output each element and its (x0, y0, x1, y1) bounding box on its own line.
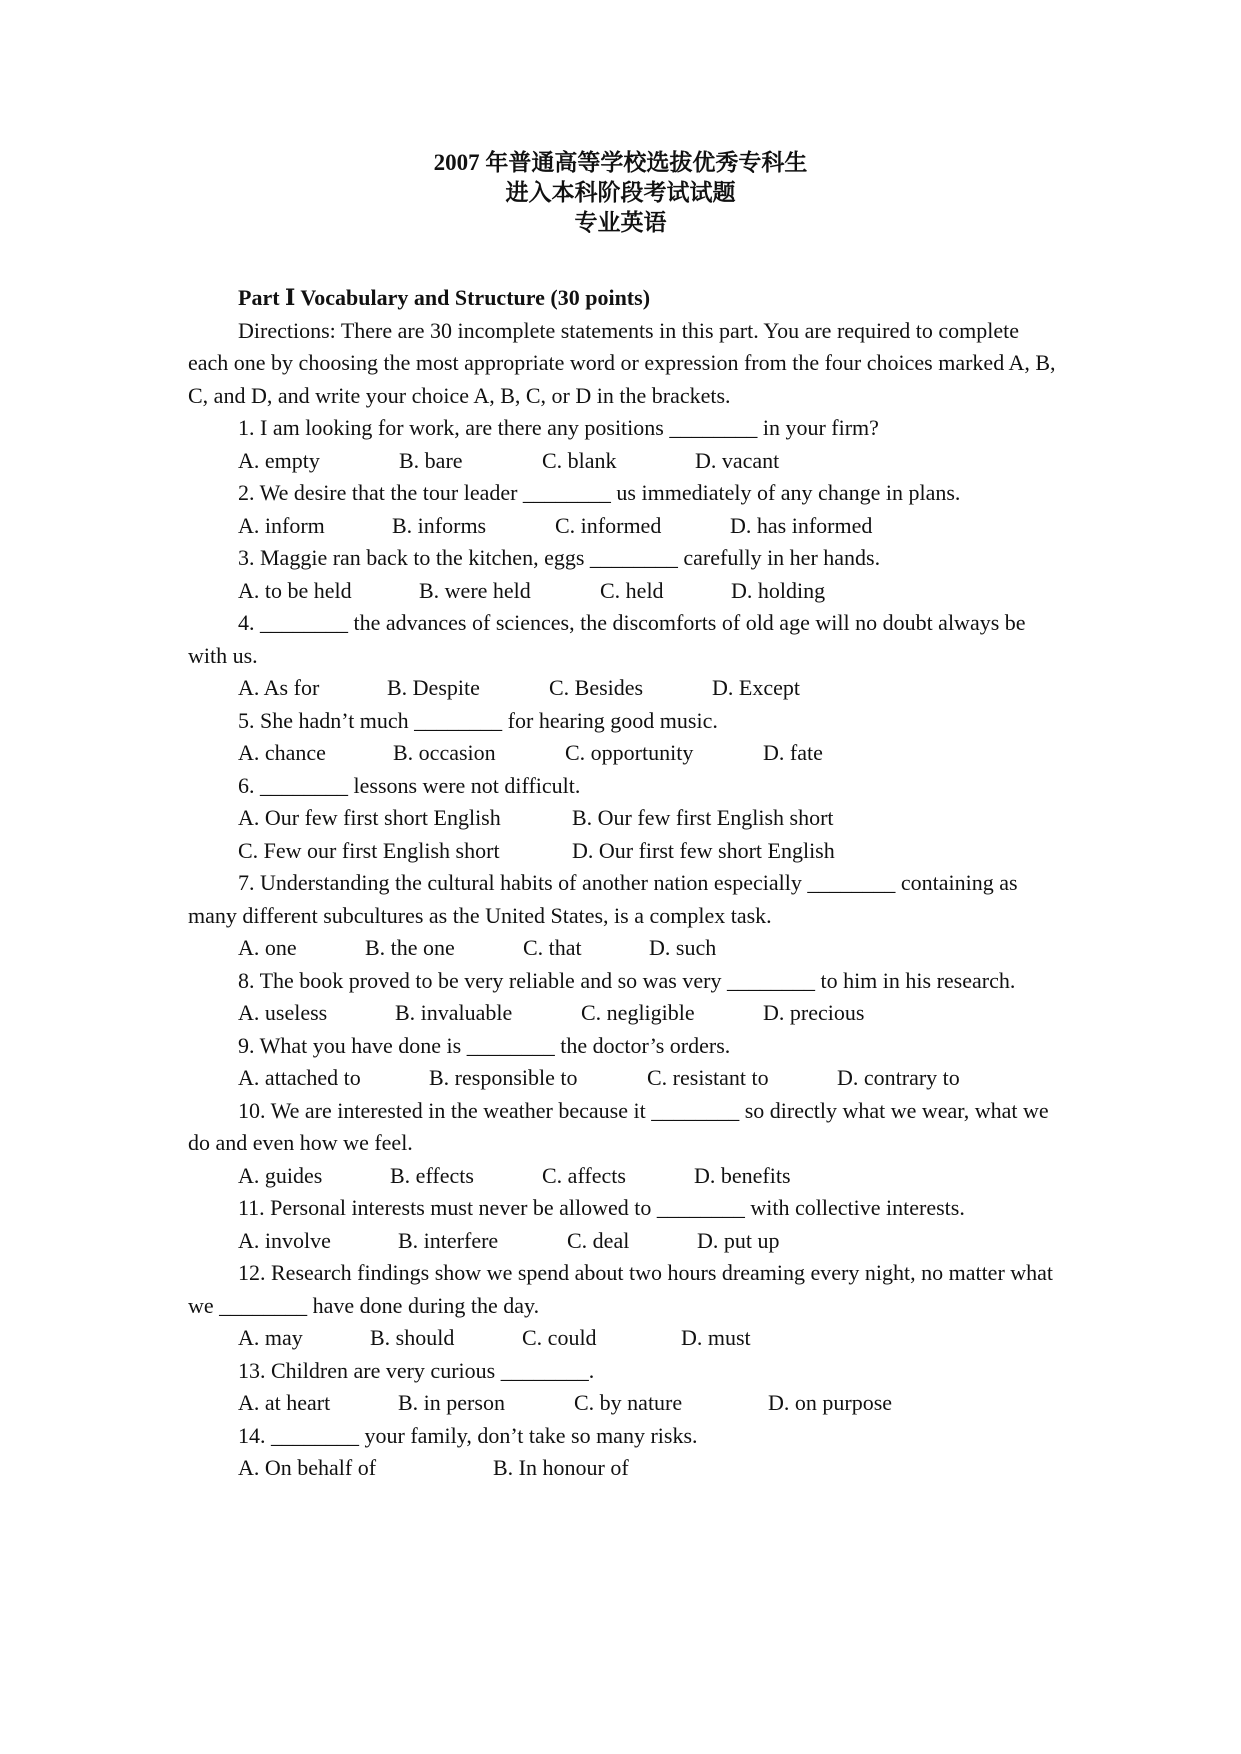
option-row (188, 510, 1058, 543)
option-b: B. should (370, 1325, 455, 1350)
option-a: A. As for (238, 675, 320, 700)
question-stem: 7. Understanding the cultural habits of another nation especially ________ containing as many different subcultures as the United States, is a complex task. (188, 870, 1018, 928)
title-line-1: 2007 年普通高等学校选拔优秀专科生 (433, 150, 808, 175)
option-a: A. Our few first short English (238, 805, 501, 830)
option-row (188, 802, 1058, 835)
option-b: B. effects (390, 1162, 474, 1188)
option-b: B. occasion (393, 740, 496, 765)
option-b: B. Despite (387, 675, 480, 700)
exam-content (188, 282, 1058, 1485)
option-row (188, 445, 1058, 478)
option-a: A. On behalf of (238, 1455, 377, 1480)
option-a: A. chance (238, 740, 326, 765)
option-d: D. Except (712, 675, 800, 700)
option-d: D. such (649, 935, 717, 960)
question-stem: 9. What you have done is ________ the doctor’s orders. (238, 1032, 731, 1058)
option-d: D. vacant (695, 447, 780, 473)
option-row (188, 1225, 1058, 1258)
option-a: A. attached to (238, 1065, 361, 1090)
option-b: B. responsible to (429, 1065, 578, 1090)
option-b: B. informs (392, 512, 487, 538)
option-c: C. blank (542, 447, 617, 473)
question-stem: 12. Research findings show we spend about two hours dreaming every night, no matter what we ________ have done during the day. (188, 1260, 1054, 1318)
option-a: A. guides (238, 1162, 323, 1188)
option-d: D. fate (763, 740, 823, 765)
option-d: D. precious (763, 1000, 865, 1025)
option-d: D. put up (697, 1227, 780, 1253)
option-b: B. were held (419, 577, 531, 603)
option-row (188, 997, 1058, 1030)
question-stem: 3. Maggie ran back to the kitchen, eggs ________ carefully in her hands. (238, 545, 881, 570)
option-b: B. In honour of (493, 1455, 629, 1480)
directions: Directions: There are 30 incomplete statements in this part. You are required to complete each one by choosing the most appropriate word or expression from the four choices marked A, B, C, and D, and write your choice A, B, C, or D in the brackets. (188, 317, 1056, 408)
option-c: C. held (600, 577, 664, 603)
question-stem: 14. ________ your family, don’t take so many risks. (238, 1422, 698, 1448)
option-c: C. Few our first English short (238, 837, 500, 863)
option-d: D. Our first few short English (572, 837, 835, 863)
option-a: A. useless (238, 1000, 328, 1025)
option-c: C. that (523, 935, 582, 960)
question-stem: 6. ________ lessons were not difficult. (238, 772, 581, 798)
option-c: C. negligible (581, 1000, 695, 1025)
option-row (188, 835, 1058, 868)
question-stem: 1. I am looking for work, are there any positions ________ in your firm? (238, 415, 879, 440)
option-a: A. inform (238, 512, 325, 538)
option-a: A. at heart (238, 1390, 331, 1415)
title-line-3: 专业英语 (574, 210, 667, 235)
option-row (188, 575, 1058, 608)
question-stem: 8. The book proved to be very reliable and so was very ________ to him in his research. (238, 967, 1016, 993)
option-d: D. contrary to (837, 1065, 960, 1090)
exam-title (0, 148, 1241, 238)
option-row (188, 1062, 1058, 1095)
option-d: D. must (681, 1325, 751, 1350)
option-row (188, 1160, 1058, 1193)
option-a: A. empty (238, 447, 320, 473)
option-d: D. benefits (694, 1162, 791, 1188)
option-c: C. affects (542, 1162, 626, 1188)
option-c: C. could (522, 1325, 597, 1350)
question-stem: 10. We are interested in the weather because it ________ so directly what we wear, what we do and even how we feel. (188, 1097, 1049, 1155)
option-row (188, 672, 1058, 705)
option-row (188, 737, 1058, 770)
option-c: C. by nature (574, 1390, 683, 1415)
option-row (188, 932, 1058, 965)
question-stem: 4. ________ the advances of sciences, the discomforts of old age will no doubt always be with us. (188, 610, 1026, 668)
option-row (188, 1322, 1058, 1355)
option-c: C. opportunity (565, 740, 694, 765)
option-d: D. on purpose (768, 1390, 893, 1415)
option-b: B. bare (399, 447, 463, 473)
option-c: C. resistant to (647, 1065, 769, 1090)
option-row (188, 1452, 1058, 1485)
option-row (188, 1387, 1058, 1420)
option-a: A. may (238, 1325, 303, 1350)
question-stem: 5. She hadn’t much ________ for hearing good music. (238, 707, 718, 733)
option-c: C. informed (555, 512, 662, 538)
option-a: A. one (238, 935, 297, 960)
option-b: B. the one (365, 935, 455, 960)
option-b: B. Our few first English short (572, 805, 834, 830)
question-stem: 13. Children are very curious ________. (238, 1357, 595, 1383)
part-heading: Part Ⅰ Vocabulary and Structure (30 points) (238, 285, 651, 310)
question-stem: 11. Personal interests must never be allowed to ________ with collective interests. (238, 1195, 965, 1220)
option-a: A. involve (238, 1227, 331, 1253)
option-b: B. invaluable (395, 1000, 513, 1025)
question-stem: 2. We desire that the tour leader ________ us immediately of any change in plans. (238, 480, 961, 505)
option-b: B. in person (398, 1390, 505, 1415)
option-c: C. deal (567, 1227, 630, 1253)
option-d: D. holding (731, 577, 826, 603)
title-line-2: 进入本科阶段考试试题 (505, 180, 736, 205)
option-d: D. has informed (730, 512, 873, 538)
option-c: C. Besides (549, 675, 644, 700)
option-b: B. interfere (398, 1227, 499, 1253)
option-a: A. to be held (238, 577, 352, 603)
